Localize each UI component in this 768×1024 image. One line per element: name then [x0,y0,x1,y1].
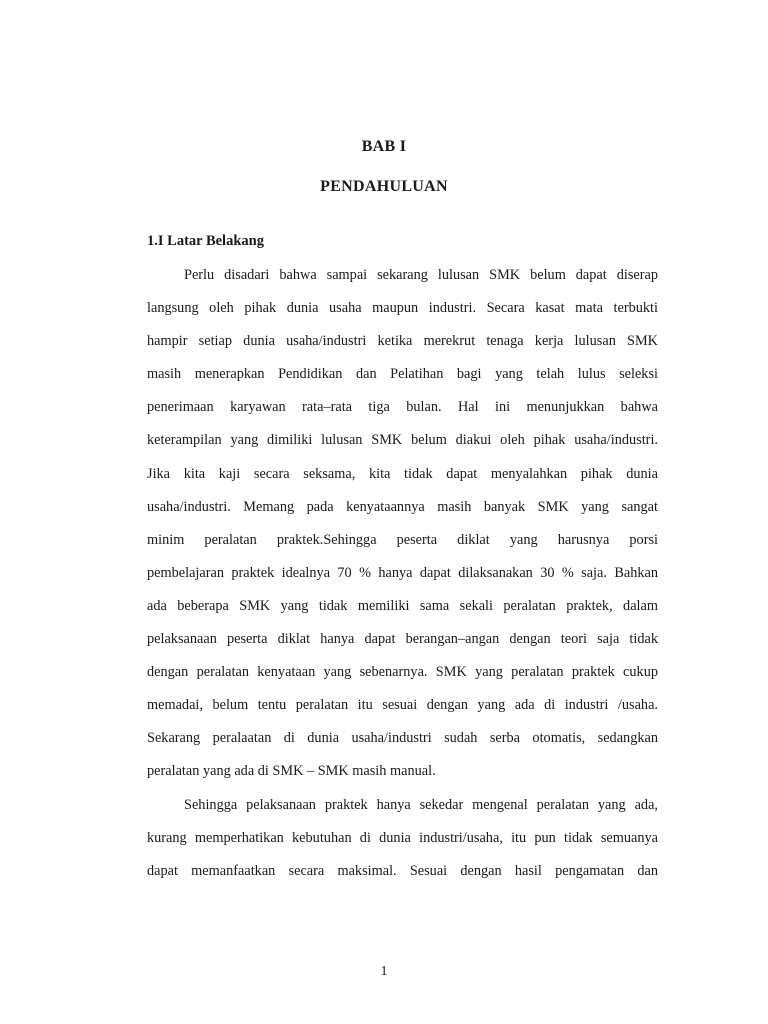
text-line: keterampilan yang dimiliki lulusan SMK belum diakui oleh pihak usaha/industri. [147,432,658,449]
text-line: Jika kita kaji secara seksama, kita tidak dapat menyalahkan pihak dunia [147,465,658,482]
text-line: Sekarang peralaatan di dunia usaha/industri sudah serba otomatis, sedangkan [147,730,658,747]
text-line: pelaksanaan peserta diklat hanya dapat berangan–angan dengan teori saja tidak [147,631,658,648]
text-line: penerimaan karyawan rata–rata tiga bulan. Hal ini menunjukkan bahwa [147,399,658,416]
text-line: minim peralatan praktek.Sehingga peserta diklat yang harusnya porsi [147,531,658,548]
text-line: ada beberapa SMK yang tidak memiliki sama sekali peralatan praktek, dalam [147,597,658,614]
text-line: dapat memanfaatkan secara maksimal. Sesuai dengan hasil pengamatan dan [147,862,658,879]
section-heading: 1.I Latar Belakang [147,233,264,249]
text-line: pembelajaran praktek idealnya 70 % hanya dapat dilaksanakan 30 % saja. Bahkan [147,564,658,581]
page-number: 1 [380,964,388,979]
chapter-title: PENDAHULUAN [320,178,448,195]
chapter-label: BAB I [361,138,407,155]
text-line: usaha/industri. Memang pada kenyataannya masih banyak SMK yang sangat [147,498,658,515]
text-line: Perlu disadari bahwa sampai sekarang lulusan SMK belum dapat diserap [184,267,658,283]
text-line: hampir setiap dunia usaha/industri ketika merekrut tenaga kerja lulusan SMK [147,333,658,350]
text-line: masih menerapkan Pendidikan dan Pelatihan bagi yang telah lulus seleksi [147,366,658,383]
text-line: kurang memperhatikan kebutuhan di dunia industri/usaha, itu pun tidak semuanya [147,829,658,846]
body-text [147,264,658,893]
text-line: Sehingga pelaksanaan praktek hanya sekedar mengenal peralatan yang ada, [184,796,658,813]
text-line: langsung oleh pihak dunia usaha maupun industri. Secara kasat mata terbukti [147,300,658,317]
text-line: memadai, belum tentu peralatan itu sesuai dengan yang ada di industri /usaha. [147,697,658,714]
text-line: dengan peralatan kenyataan yang sebenarnya. SMK yang peralatan praktek cukup [147,664,658,681]
text-line: peralatan yang ada di SMK – SMK masih manual. [147,763,436,780]
